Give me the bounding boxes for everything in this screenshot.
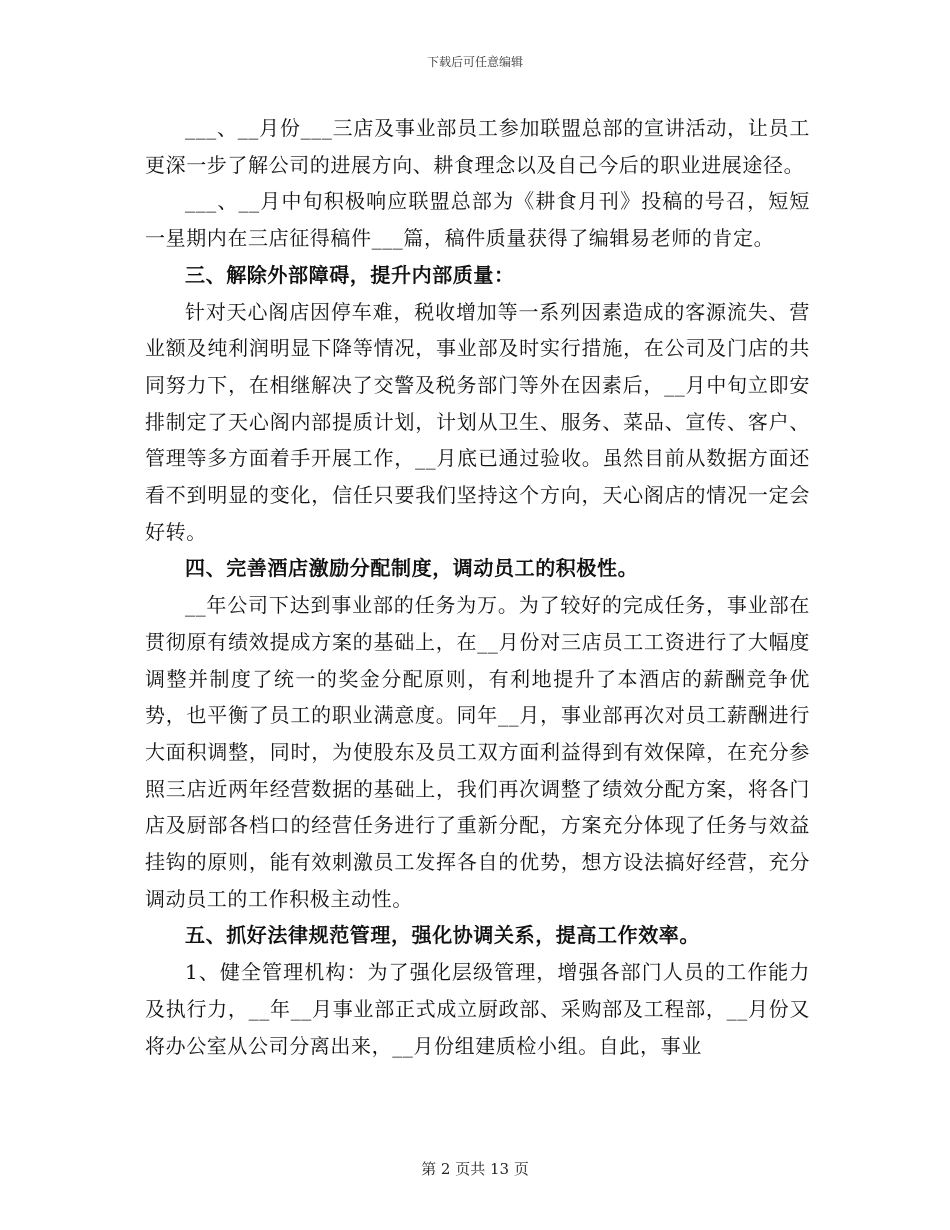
paragraph-incentive-system: __年公司下达到事业部的任务为万。为了较好的完成任务，事业部在贯彻原有绩效提成方案的基础上，在__月份对三店员工工资进行了大幅度调整并制度了统一的奖金分配原则，有利地提升了本酒店的薪酬竞争优势，也平衡了员工的职业满意度。同年__月，事业部再次对员工薪酬进行大面积调整，同时，为使股东及员工双方面利益得到有效保障，在充分参照三店近两年经营数据的基础上，我们再次调整了绩效分配方案，将各门店及厨部各档口的经营任务进行了重新分配，方案充分体现了任务与效益挂钩的原则，能有效刺激员工发挥各自的优势，想方设法搞好经营，充分调动员工的工作积极主动性。 xyxy=(145,593,810,911)
section-heading-3: 三、解除外部障碍，提升内部质量： xyxy=(185,262,515,287)
page-header: 下载后可任意编辑 xyxy=(426,55,523,69)
paragraph-promotion-event: ___、__月份___三店及事业部员工参加联盟总部的宣讲活动，让员工更深一步了解公司的进展方向、耕食理念以及自己今后的职业进展途径。 xyxy=(145,116,810,177)
paragraph-journal-submissions: ___、__月中旬积极响应联盟总部为《耕食月刊》投稿的号召，短短一星期内在三店征得稿件___篇，稿件质量获得了编辑易老师的肯定。 xyxy=(145,189,810,251)
document-body xyxy=(145,110,810,1064)
page-footer: 第 2 页共 13 页 xyxy=(421,1160,529,1178)
paragraph-management-structure: 1、健全管理机构：为了强化层级管理，增强各部门人员的工作能力及执行力，__年__月事业部正式成立厨政部、采购部及工程部，__月份又将办公室从公司分离出来，__月份组建质检小组。自此，事业 xyxy=(145,960,810,1058)
section-heading-4: 四、完善酒店激励分配制度，调动员工的积极性。 xyxy=(185,556,639,581)
paragraph-tianxinge-quality: 针对天心阁店因停车难，税收增加等一系列因素造成的客源流失、营业额及纯利润明显下降等情况，事业部及时实行措施，在公司及门店的共同努力下，在相继解决了交警及税务部门等外在因素后，__月中旬立即安排制定了天心阁内部提质计划，计划从卫生、服务、菜品、宣传、客户、管理等多方面着手开展工作，__月底已通过验收。虽然目前从数据方面还看不到明显的变化，信任只要我们坚持这个方向，天心阁店的情况一定会好转。 xyxy=(145,299,810,544)
section-heading-5: 五、抓好法律规范管理，强化协调关系，提高工作效率。 xyxy=(185,923,700,948)
